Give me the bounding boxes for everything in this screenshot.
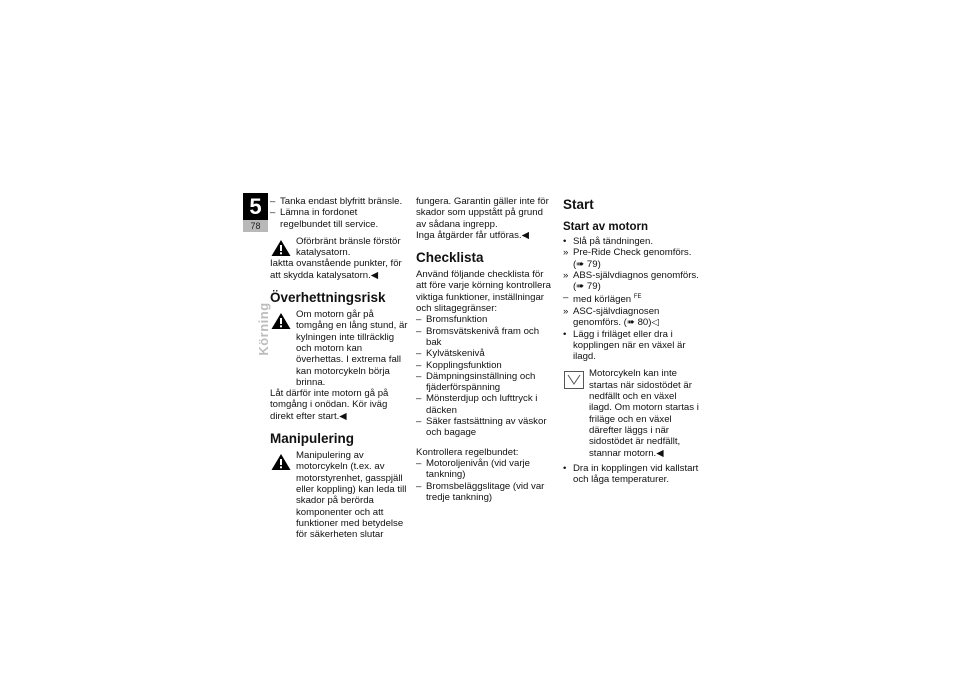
page-reference: (➠ 79) [573,258,601,270]
warning-icon [271,239,291,257]
column-1 [270,196,408,540]
chapter-tab [243,193,268,232]
list-item: • Dra in kopplingen vid kallstart och låga temperaturer. [563,462,699,486]
warning-note [270,450,408,540]
list-item: – Kopplingsfunktion [416,359,502,371]
warning-text: Om motorn går på tomgång en lång stund, är kylningen inte tillräcklig och motorn kan överhettas. I extrema fall kan motorcykeln börja brinna. [296,309,408,388]
list-item: – Säker fastsättning av väskor och bagage [416,416,547,439]
list-item: – Bromsbeläggslitage (vid var tredje tankning) [416,480,545,503]
list-item: – Motoroljenivån (vid varje tankning) [416,457,530,481]
list-item: – med körlägen $^{FE}$ [563,292,642,306]
checklist-intro: Använd följande checklista för att före varje körning kontrollera viktiga funktioner, inställningar och slitagegränser: [416,269,551,315]
list-item: – Bromsfunktion [416,314,488,326]
heading-overheating: Överhettningsrisk [270,290,386,306]
list-item: – Bromsvätskenivå fram och bak [416,325,540,348]
warning-text: Oförbränt bränsle förstör katalysatorn. [296,235,401,259]
warning-continued: Låt därför inte motorn gå på tomgång i onödan. Kör iväg direkt efter start.◀ [270,388,389,422]
list-item: • Slå på tändningen. [563,236,654,247]
page-number: 78 [243,220,268,232]
list-item: – Kylvätskenivå [416,348,485,360]
warning-note [270,236,408,259]
warning-note [270,309,408,388]
regular-intro: Kontrollera regelbundet: [416,446,519,458]
list-item: – Tanka endast blyfritt bränsle. [270,196,403,207]
warning-continued: Iaktta ovanstående punkter, för att skydda katalysatorn.◀ [270,258,402,281]
heading-start: Start [563,197,594,212]
page-reference: (➠ 80)◁ [623,317,659,329]
page-reference: (➠ 79) [573,281,601,293]
column-3 [563,196,701,485]
heading-manipulation: Manipulering [270,431,354,447]
heading-start-engine: Start av motorn [563,221,648,233]
list-item: – Lämna in fordonet regelbundet till service. [270,207,379,230]
section-label: Körning [256,302,271,356]
paragraph: fungera. Garantin gäller inte för skador som uppstått på grund av sådana ingrepp. [416,196,549,230]
list-item: » ASC-självdiagnosen genomförs. (➠ 80)◁ [563,305,660,329]
list-item: – Dämpningsinställning och fjäderförspänning [416,370,536,394]
info-icon [564,371,584,389]
heading-checklist: Checklista [416,250,484,266]
warning-icon [271,312,291,330]
list-item: – Mönsterdjup och lufttryck i däcken [416,393,538,416]
note-text: Motorcykeln kan inte startas när sidostödet är nedfällt och en växel ilagd. Om motorn startas i friläge och en växel därefter läggs i när sidostödet är nedfällt, stannar motorn.◀ [589,368,699,459]
info-note [563,368,701,458]
footnote-mark: FE [633,294,642,301]
list-item: • Lägg i friläget eller dra i kopplingen när en växel är ilagd. [563,328,686,363]
paragraph: Inga åtgärder får utföras.◀ [416,229,529,241]
warning-icon [271,453,291,471]
list-item: » Pre-Ride Check genomförs. (➠ 79) [563,247,692,270]
chapter-number: 5 [243,193,268,220]
list-item: » ABS-självdiagnos genomförs. (➠ 79) [563,269,699,293]
warning-text: Manipulering av motorcykeln (t.ex. av motorstyrenhet, gasspjäll eller koppling) kan leda till skador på berörda komponenter och att funktioner med betydelse för säkerheten slutar [296,450,407,541]
column-2 [416,196,554,503]
